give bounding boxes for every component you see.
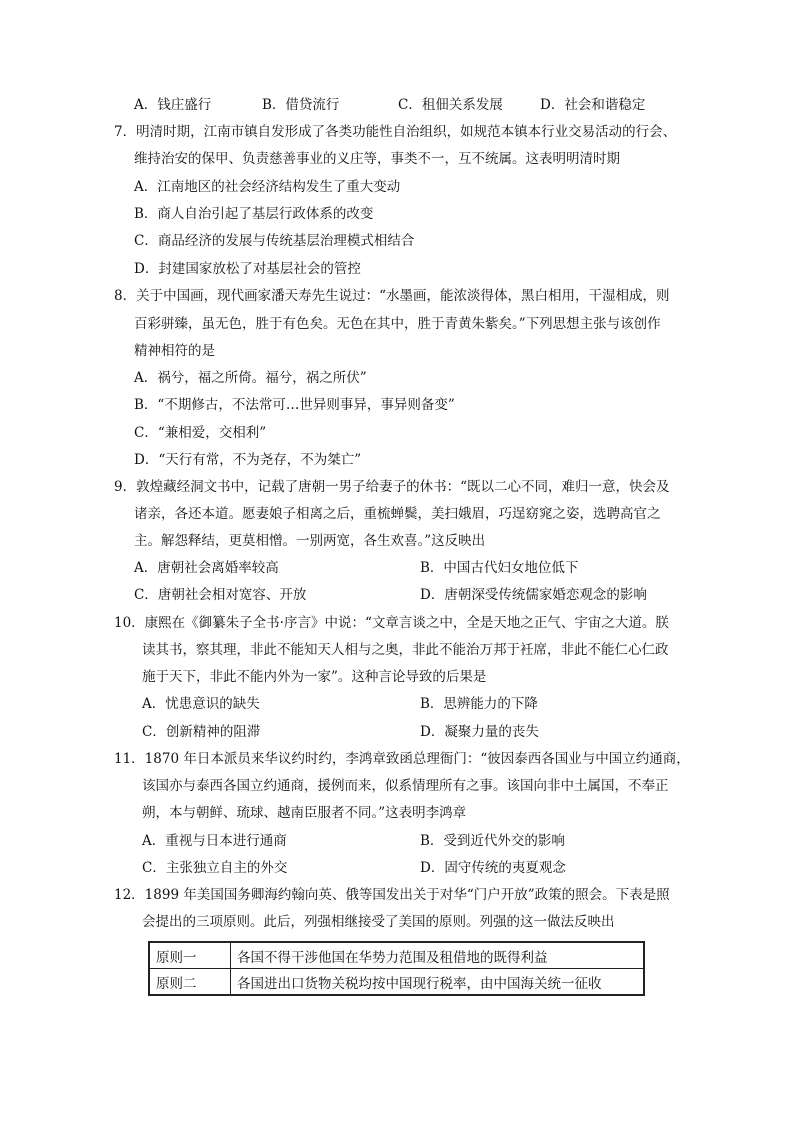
q10-option-c: C．创新精神的阻滞 (142, 724, 261, 740)
q8-stem-line-1: 8．关于中国画，现代画家潘天寿先生说过：“水墨画，能浓淡得体，黑白相用，干湿相成，则 (114, 288, 670, 304)
q9-option-a: A．唐朝社会离婚率较高 (134, 560, 279, 576)
q8-stem-line-3: 精神相符的是 (134, 343, 215, 359)
principle-label: 原则二 (149, 969, 231, 996)
q11-option-c: C．主张独立自主的外交 (142, 860, 288, 876)
q10-option-d: D．凝聚力量的丧失 (420, 724, 539, 740)
q9-option-b: B．中国古代妇女地位低下 (420, 560, 579, 576)
q8-option-d: D．“天行有常，不为尧存，不为桀亡” (134, 452, 362, 468)
q11-stem-line-3: 朔，本与朝鲜、琉球、越南臣服者不同。”这表明李鸿章 (142, 805, 467, 821)
q10-stem-line-2: 读其书，察其理，非此不能知天人相与之奥，非此不能治万邦于衽席，非此不能仁心仁政 (142, 642, 669, 658)
table-row (149, 969, 644, 996)
q10-option-b: B．思辨能力的下降 (420, 696, 538, 712)
q11-stem-line-2: 该国亦与泰西各国立约通商，援例而来，似系情理所有之事。该国向非中土属国，不奉正 (142, 778, 669, 794)
principle-text: 各国不得干涉他国在华势力范围及租借地的既得利益 (231, 942, 645, 969)
principles-table (148, 941, 645, 996)
q12-stem-line-1: 12．1899 年美国国务卿海约翰向英、俄等国发出关于对华“门户开放”政策的照会。下表是照 (114, 887, 670, 903)
table-row (149, 942, 644, 969)
q7-option-c: C．商品经济的发展与传统基层治理模式相结合 (134, 233, 415, 249)
q8-option-b: B．“不期修古，不法常可…世异则事异，事异则备变” (134, 397, 455, 413)
q11-stem-line-1: 11．1870 年日本派员来华议约时约，李鸿章致函总理衙门：“彼因泰西各国业与中国立约通商， (114, 751, 690, 767)
q9-stem-line-3: 主。解怨释结，更莫相憎。一别两宽，各生欢喜。”这反映出 (134, 533, 486, 549)
q8-stem-line-2: 百彩骈臻，虽无色，胜于有色矣。无色在其中，胜于青黄朱紫矣。”下列思想主张与该创作 (134, 316, 661, 332)
q11-option-d: D．固守传统的夷夏观念 (420, 860, 566, 876)
q10-stem-line-3: 施于天下，非此不能内外为一家”。这种言论导致的后果是 (142, 669, 487, 685)
q7-stem-line-2: 维持治安的保甲、负责慈善事业的义庄等，事类不一，互不统属。这表明明清时期 (134, 151, 620, 167)
q6-option-a: A．钱庄盛行 (134, 97, 212, 113)
q6-option-d: D．社会和谐稳定 (540, 97, 646, 113)
q6-option-b: B．借贷流行 (262, 97, 340, 113)
q9-option-d: D．唐朝深受传统儒家婚恋观念的影响 (420, 587, 647, 603)
q7-option-d: D．封建国家放松了对基层社会的管控 (134, 261, 361, 277)
q8-option-c: C．“兼相爱，交相利” (134, 425, 267, 441)
q7-option-b: B．商人自治引起了基层行政体系的改变 (134, 206, 374, 222)
q10-option-a: A．忧患意识的缺失 (142, 696, 260, 712)
q9-stem-line-2: 诸亲，各还本道。愿妻娘子相离之后，重梳蝉鬓，美扫娥眉，巧逞窈窕之姿，选聘高官之 (134, 506, 661, 522)
q11-option-a: A．重视与日本进行通商 (142, 833, 287, 849)
q12-stem-line-2: 会提出的三项原则。此后，列强相继接受了美国的原则。列强的这一做法反映出 (142, 914, 615, 930)
q7-option-a: A．江南地区的社会经济结构发生了重大变动 (134, 179, 401, 195)
q8-option-a: A．祸兮，福之所倚。福兮，祸之所伏” (134, 370, 367, 386)
q9-stem-line-1: 9．敦煌藏经洞文书中，记载了唐朝一男子给妻子的休书：“既以二心不同，难归一意，快会及 (114, 479, 670, 495)
principle-text: 各国进出口货物关税均按中国现行税率，由中国海关统一征收 (231, 969, 645, 996)
principle-label: 原则一 (149, 942, 231, 969)
q7-stem-line-1: 7．明清时期，江南市镇自发形成了各类功能性自治组织，如规范本镇本行业交易活动的行会、 (114, 124, 677, 140)
q10-stem-line-1: 10．康熙在《御纂朱子全书·序言》中说：“文章言谈之中，全是天地之正气、宇宙之大道。朕 (114, 615, 669, 631)
q6-option-c: C．租佃关系发展 (398, 97, 503, 113)
q9-option-c: C．唐朝社会相对宽容、开放 (134, 587, 307, 603)
q11-option-b: B．受到近代外交的影响 (420, 833, 565, 849)
